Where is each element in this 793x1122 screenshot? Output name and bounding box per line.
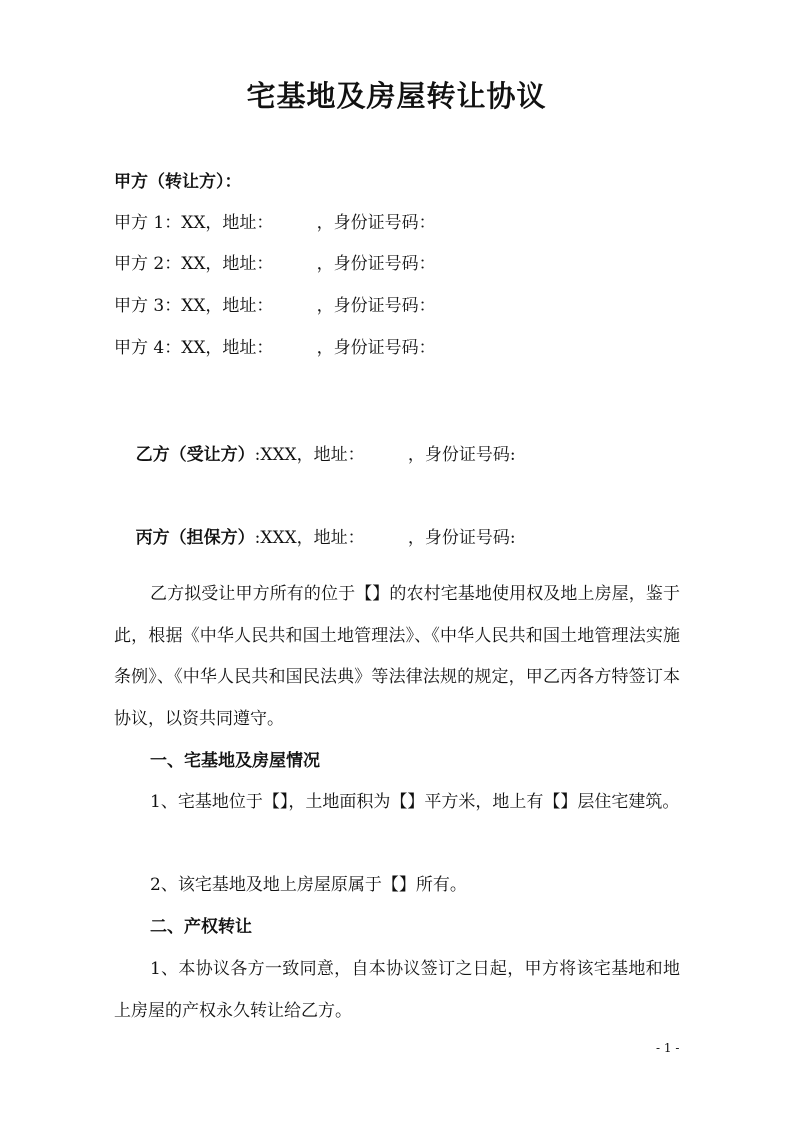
section-2-heading: 二、产权转让 — [150, 917, 252, 937]
party-b-label: 乙方（受让方） — [135, 445, 255, 465]
party-a-member-2: 甲方 2：XX，地址： ，身份证号码： — [114, 254, 436, 274]
party-c-details: :XXX，地址： ，身份证号码: — [254, 528, 516, 548]
section-1-item-1: 1、宅基地位于【】，土地面积为【】平方米，地上有【】层住宅建筑。 — [150, 792, 680, 812]
party-a-member-3: 甲方 3：XX，地址： ，身份证号码： — [114, 296, 436, 316]
party-a-member-1: 甲方 1：XX，地址： ，身份证号码： — [114, 213, 436, 233]
page-number: - 1 - — [656, 1041, 680, 1055]
party-c-line — [114, 502, 516, 574]
section-1-item-2: 2、该宅基地及地上房屋原属于【】所有。 — [150, 875, 467, 895]
party-b-line — [114, 419, 516, 491]
party-a-heading: 甲方（转让方）： — [114, 172, 242, 192]
section-1-heading: 一、宅基地及房屋情况 — [150, 751, 320, 771]
party-c-label: 丙方（担保方） — [135, 528, 255, 548]
section-2-item-1: 1、本协议各方一致同意，自本协议签订之日起，甲方将该宅基地和地上房屋的产权永久转让给乙方。 — [114, 959, 680, 1021]
preamble-paragraph: 乙方拟受让甲方所有的位于【】的农村宅基地使用权及地上房屋，鉴于此，根据《中华人民共和国土地管理法》、《中华人民共和国土地管理法实施条例》、《中华人民共和国民法典》等法律法规的规定，甲乙丙各方特签订本协议，以资共同遵守。 — [114, 584, 680, 729]
party-a-member-4: 甲方 4：XX，地址： ，身份证号码： — [114, 338, 436, 358]
document-title: 宅基地及房屋转让协议 — [246, 79, 547, 113]
party-b-details: :XXX，地址： ，身份证号码: — [254, 445, 516, 465]
